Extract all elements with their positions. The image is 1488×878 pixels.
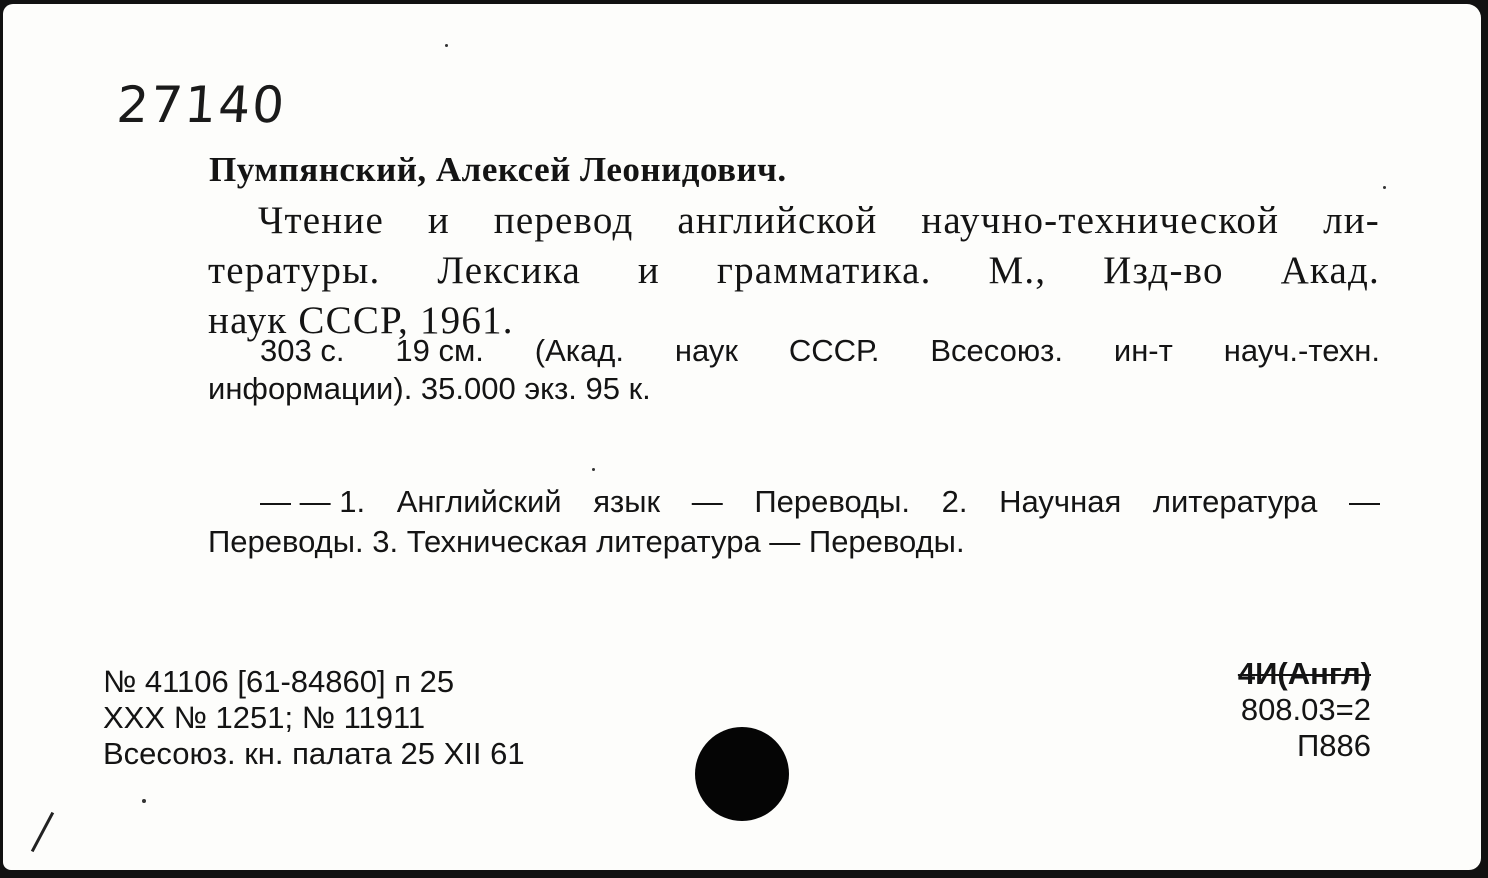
title-word: Лексика bbox=[437, 249, 582, 292]
author-mark: П886 bbox=[1296, 728, 1371, 763]
ink-speck bbox=[592, 468, 595, 471]
title-word: и bbox=[427, 199, 450, 242]
title-line bbox=[208, 196, 1380, 246]
subject-headings bbox=[208, 482, 1380, 562]
physical-line bbox=[208, 332, 1380, 370]
series-word: (Акад. bbox=[534, 333, 624, 368]
ink-speck bbox=[142, 799, 146, 803]
subject-word: — — 1. bbox=[260, 484, 366, 519]
title-statement bbox=[208, 196, 1380, 346]
udc-code: 808.03=2 bbox=[1240, 692, 1371, 727]
pencil-mark bbox=[31, 812, 54, 852]
subject-line bbox=[208, 482, 1380, 522]
title-word: тературы. bbox=[208, 249, 381, 292]
dimensions: 19 см. bbox=[395, 333, 484, 368]
imprint-place: М., bbox=[988, 249, 1047, 292]
page-count: 303 с. bbox=[260, 333, 345, 368]
imprint-year: наук СССР, 1961. bbox=[208, 299, 514, 342]
title-word: Чтение bbox=[258, 199, 384, 242]
author-heading: Пумпянский, Алексей Леонидович. bbox=[209, 150, 787, 189]
title-word: и bbox=[637, 249, 660, 292]
series-word: Всесоюз. bbox=[930, 333, 1063, 368]
struck-class-code: 4И(Англ) bbox=[1237, 656, 1371, 691]
physical-description bbox=[208, 332, 1380, 408]
registry-series: XXX № 1251; № 11911 bbox=[103, 700, 426, 735]
ink-speck bbox=[445, 44, 448, 47]
subject-word: литература bbox=[1152, 484, 1318, 519]
title-word: грамматика. bbox=[716, 249, 932, 292]
subject-line bbox=[208, 522, 1380, 562]
imprint-publisher: Акад. bbox=[1280, 249, 1380, 292]
catalog-card bbox=[3, 4, 1481, 870]
title-word: научно-технической bbox=[921, 199, 1280, 242]
registry-block bbox=[103, 664, 525, 772]
series-word: науч.-техн. bbox=[1223, 333, 1380, 368]
subject-word: Английский bbox=[396, 484, 562, 519]
imprint-publisher: Изд-во bbox=[1103, 249, 1224, 292]
physical-line bbox=[208, 370, 1380, 408]
title-line bbox=[208, 246, 1380, 296]
ink-speck bbox=[1383, 186, 1386, 189]
subject-word: 2. bbox=[941, 484, 968, 519]
subject-word: язык bbox=[593, 484, 661, 519]
subject-word: — bbox=[1349, 484, 1380, 519]
print-run-price: информации). 35.000 экз. 95 к. bbox=[208, 371, 651, 406]
title-word: английской bbox=[677, 199, 878, 242]
subject-word: — bbox=[691, 484, 723, 519]
classification-block bbox=[1238, 656, 1371, 764]
accession-number: 27140 bbox=[114, 76, 289, 134]
title-word: ли- bbox=[1323, 199, 1380, 242]
punch-hole bbox=[695, 727, 789, 821]
title-word: перевод bbox=[493, 199, 634, 242]
series-word: ин-т bbox=[1113, 333, 1173, 368]
subject-word: Переводы. bbox=[754, 484, 911, 519]
subject-continuation: Переводы. 3. Техническая литература — Переводы. bbox=[208, 524, 965, 559]
series-word: СССР. bbox=[788, 333, 880, 368]
subject-word: Научная bbox=[999, 484, 1122, 519]
registry-chamber: Всесоюз. кн. палата 25 XII 61 bbox=[103, 736, 525, 771]
registry-number: № 41106 [61-84860] п 25 bbox=[103, 664, 455, 699]
series-word: наук bbox=[674, 333, 738, 368]
